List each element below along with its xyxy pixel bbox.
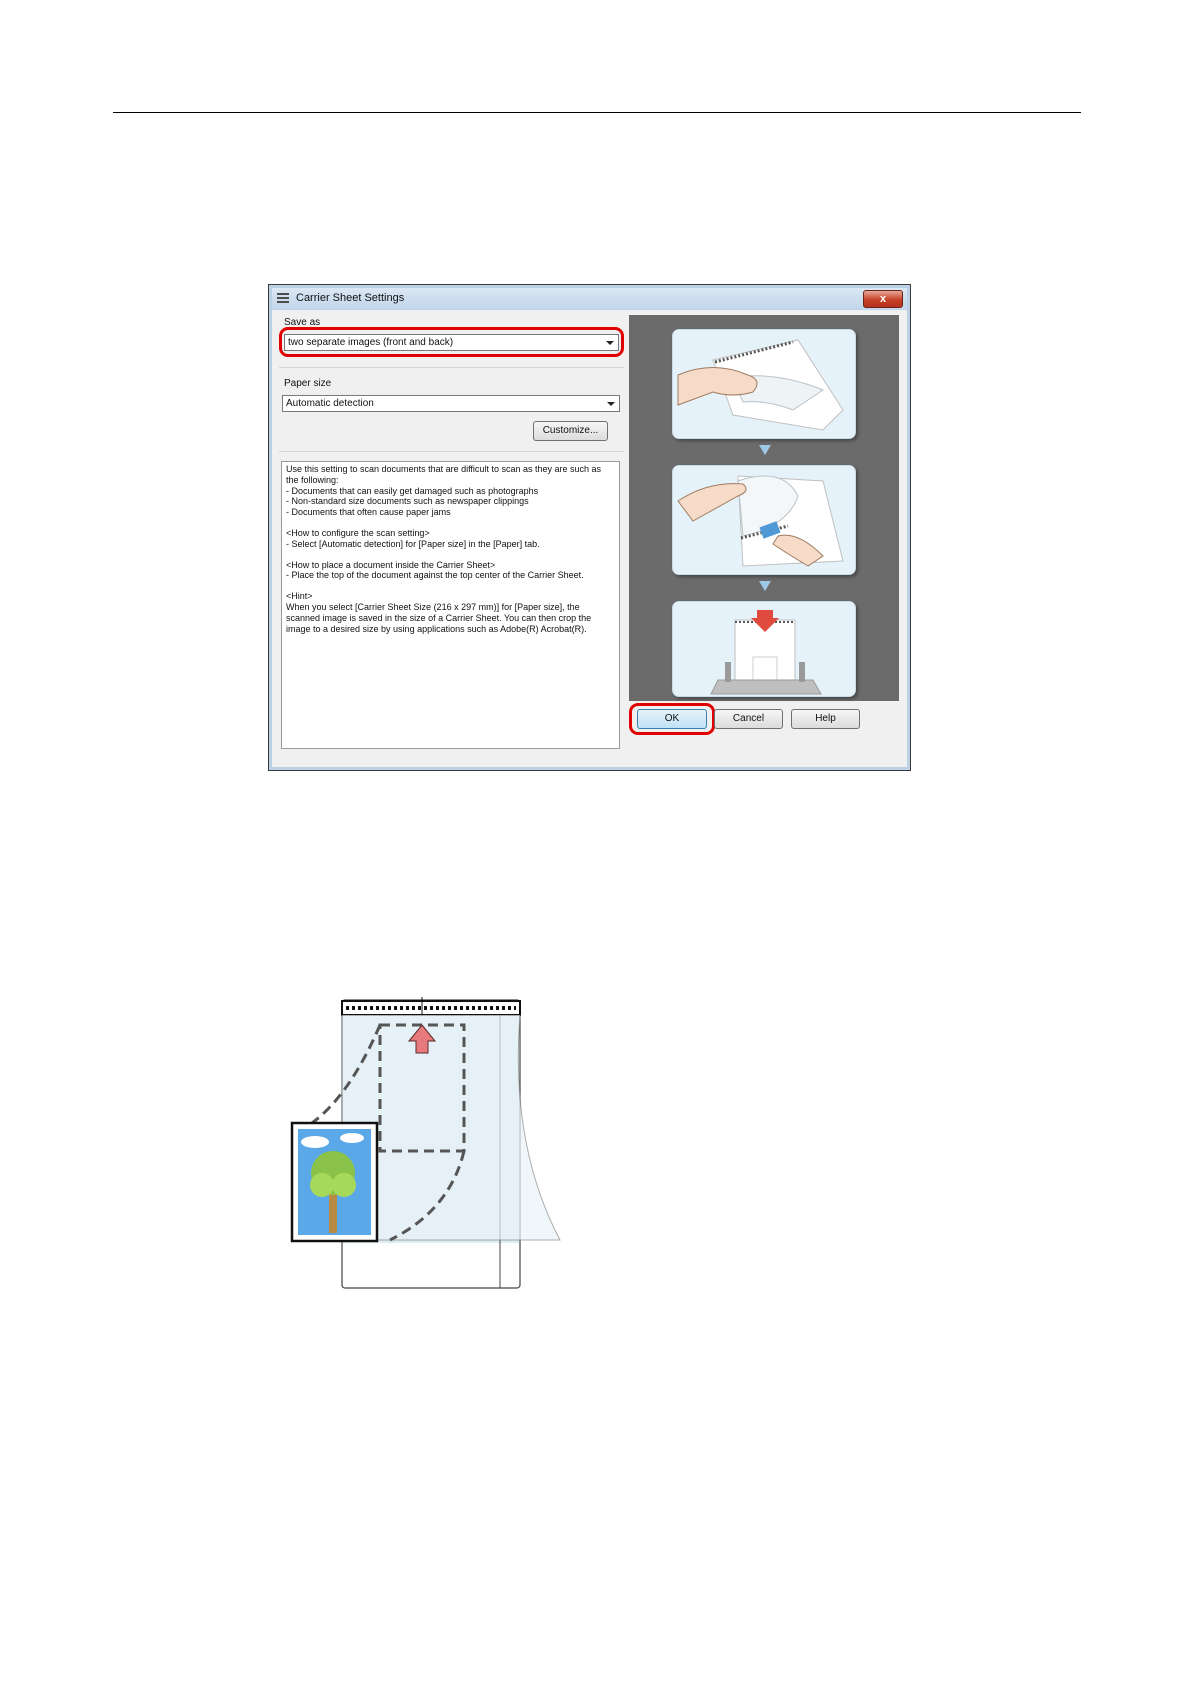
open-carrier-sheet-illustration bbox=[673, 330, 856, 439]
down-arrow-icon bbox=[759, 581, 771, 591]
preview-panel bbox=[629, 315, 899, 701]
description-box[interactable] bbox=[281, 461, 620, 749]
description-hint: <Hint> When you select [Carrier Sheet Size (216 x 297 mm)] for [Paper size], the scanned image is saved in the size of a Carrier Sheet. You can then crop the image to a desired size by using applications such as Adobe(R) Acrobat(R). bbox=[286, 591, 592, 634]
tree-foliage bbox=[310, 1173, 334, 1197]
ok-button[interactable]: OK bbox=[637, 709, 707, 729]
cancel-button[interactable]: Cancel bbox=[714, 709, 783, 729]
tree-trunk bbox=[329, 1193, 337, 1233]
description-configure: <How to configure the scan setting> - Select [Automatic detection] for [Paper size] in the [Paper] tab. bbox=[286, 527, 540, 549]
cloud-shape bbox=[301, 1136, 329, 1148]
tree-foliage bbox=[332, 1173, 356, 1197]
dialog-title: Carrier Sheet Settings bbox=[296, 292, 405, 304]
save-as-value: two separate images (front and back) bbox=[288, 337, 454, 348]
group-divider bbox=[279, 367, 624, 368]
step-1-illustration bbox=[672, 329, 856, 439]
help-button[interactable]: Help bbox=[791, 709, 860, 729]
carrier-sheet-diagram bbox=[280, 995, 580, 1295]
insert-document-illustration bbox=[673, 466, 856, 575]
window-menu-icon[interactable] bbox=[277, 293, 289, 304]
step-2-illustration bbox=[672, 465, 856, 575]
paper-size-select[interactable] bbox=[282, 395, 620, 412]
save-as-select[interactable] bbox=[284, 334, 619, 351]
load-scanner-illustration bbox=[673, 602, 856, 697]
title-bar[interactable] bbox=[272, 288, 907, 310]
carrier-sheet-settings-dialog bbox=[268, 284, 911, 771]
paper-size-label: Paper size bbox=[284, 378, 332, 389]
close-button[interactable]: x bbox=[863, 290, 903, 308]
save-as-label: Save as bbox=[284, 317, 321, 328]
paper-size-value: Automatic detection bbox=[286, 398, 374, 409]
down-arrow-icon bbox=[759, 445, 771, 455]
chevron-down-icon bbox=[606, 341, 614, 345]
group-divider bbox=[279, 451, 624, 452]
cloud-shape bbox=[340, 1133, 364, 1143]
chevron-down-icon bbox=[607, 402, 615, 406]
description-place: <How to place a document inside the Carrier Sheet> - Place the top of the document against the top center of the Carrier Sheet. bbox=[286, 559, 584, 581]
description-intro: Use this setting to scan documents that are difficult to scan as they are such as the following: - Documents that can easily get damaged such as photographs - Non-standard size documents such as newspaper clippings - Documents that often cause paper jams bbox=[286, 464, 601, 518]
customize-button[interactable]: Customize... bbox=[533, 421, 608, 441]
header-rule bbox=[113, 112, 1081, 113]
step-3-illustration bbox=[672, 601, 856, 697]
